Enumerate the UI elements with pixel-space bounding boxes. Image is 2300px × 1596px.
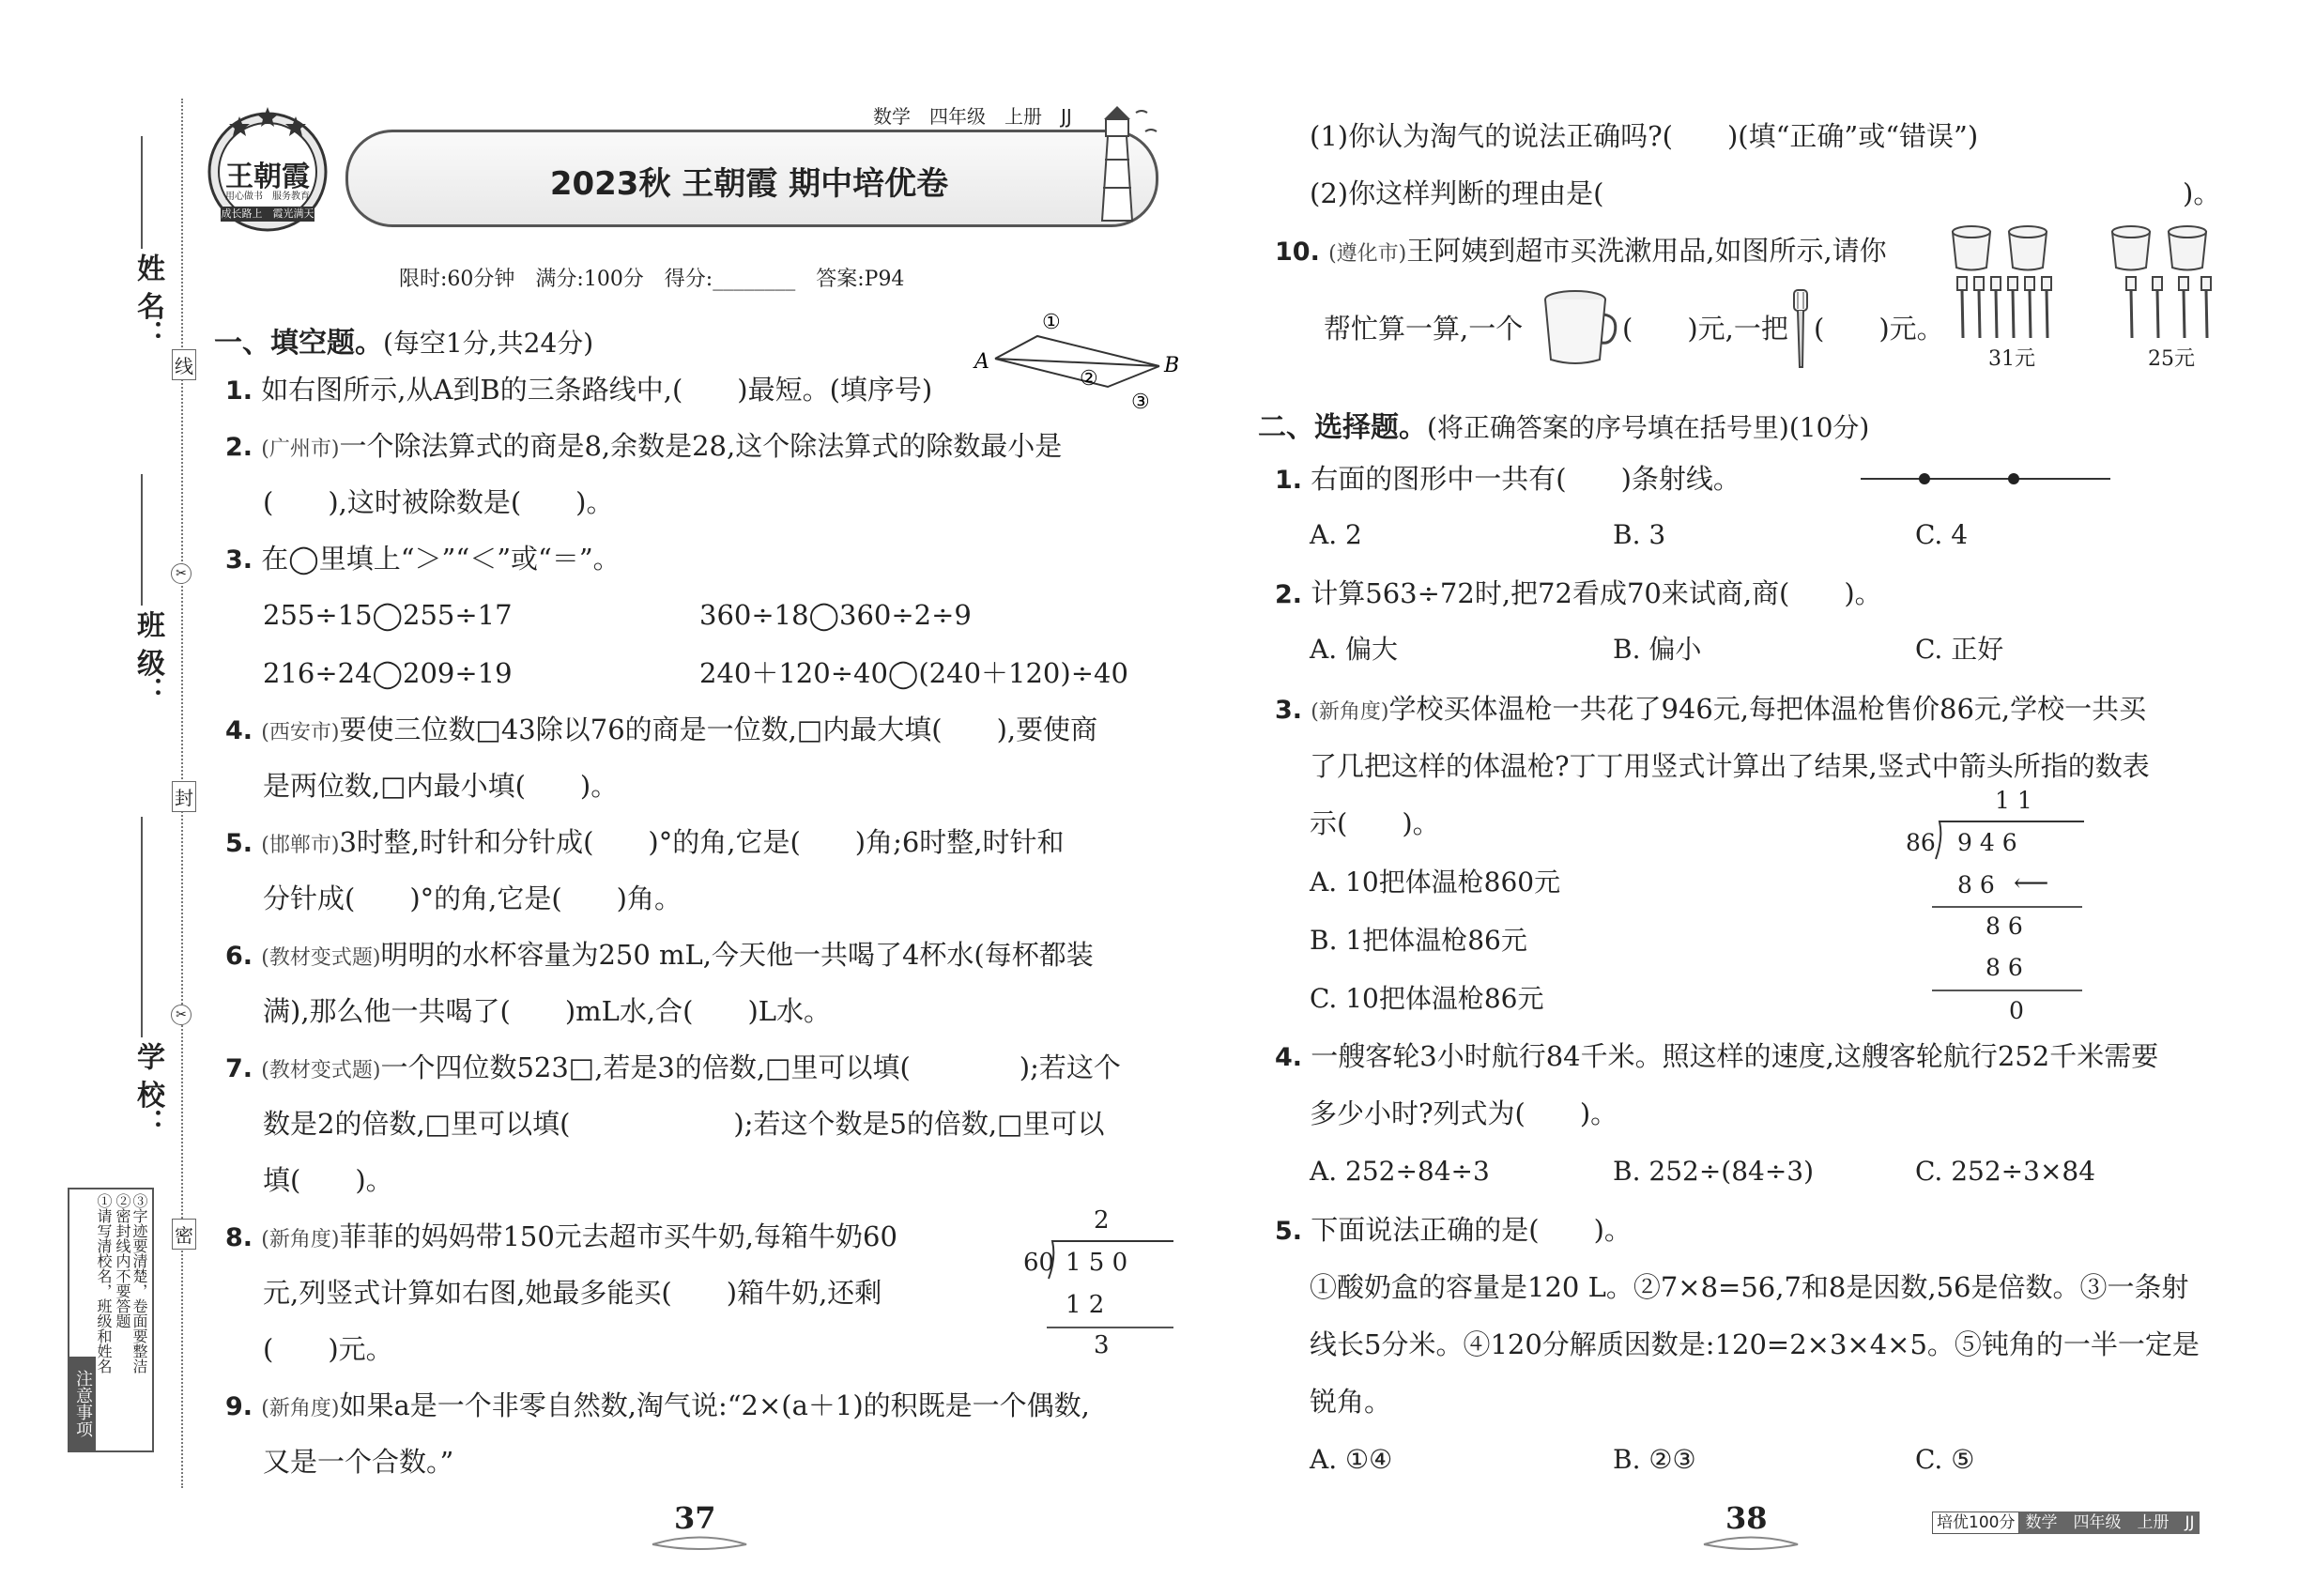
choice-4-line2: 多少小时?列式为( )。 (1310, 1097, 1618, 1129)
question-7-line2: 数是2的倍数,□里可以填( );若这个数是5的倍数,□里可以 (263, 1108, 1105, 1140)
question-8-line2: 元,列竖式计算如右图,她最多能买( )箱牛奶,还剩 (263, 1277, 882, 1309)
logo (202, 101, 333, 233)
long-division-c3 (1906, 787, 2084, 1031)
price-label-2: 25元 (2148, 347, 2195, 371)
question-8-line3: ( )元。 (263, 1333, 393, 1365)
note-3: ③字迹要清楚，卷面要整洁 (130, 1193, 148, 1373)
choice-3-c: C. 10把体温枪86元 (1310, 983, 1544, 1014)
footer-badge (1932, 1512, 2200, 1534)
choice-4-a: A. 252÷84÷3 (1310, 1156, 1490, 1187)
divisor: 86 (1906, 829, 1936, 856)
question-1: 1. 如右图所示,从A到B的三条路线中,( )最短。(填序号) (225, 374, 933, 406)
seal-mark-mi: 密 (172, 1219, 196, 1250)
note-1: ①请写清校名，班级和姓名 (95, 1193, 113, 1373)
question-10-line2c: ( )元。 (1814, 313, 1944, 345)
question-9-sub2: (2)你这样判断的理由是( (1310, 177, 1604, 209)
product: 1 2 (1066, 1291, 1105, 1319)
page-ornament-icon (648, 1535, 751, 1554)
footer-badge-info: 数学 四年级 上册 JJ (2019, 1512, 2200, 1534)
route-3-label: ③ (1131, 391, 1150, 414)
choice-3-b: B. 1把体温枪86元 (1310, 925, 1527, 956)
choice-4-c: C. 252÷3×84 (1915, 1156, 2096, 1187)
page-number-38: 38 (1725, 1500, 1768, 1536)
page-number-37: 37 (674, 1500, 716, 1536)
page-ornament-icon (1699, 1535, 1802, 1554)
scissors-icon: ✂ (171, 563, 192, 584)
choice-4-b: B. 252÷(84÷3) (1613, 1156, 1815, 1187)
name-label: 姓 名： (131, 253, 164, 348)
product-1: 8 6 (1957, 871, 1995, 898)
title-brand: 王朝霞 (682, 165, 778, 203)
subject-info: 数学 四年级 上册 JJ (873, 105, 1072, 128)
choice-1-a: A. 2 (1310, 519, 1362, 550)
choice-5-line2: ①酸奶盒的容量是120 L。②7×8=56,7和8是因数,56是倍数。③一条射 (1310, 1271, 2189, 1303)
notes-box (68, 1188, 154, 1452)
point-b-label: B (1164, 354, 1180, 377)
exam-meta: 限时:60分钟 满分:100分 得分:________ 答案:P94 (399, 268, 905, 291)
page-title: 2023秋 王朝霞 期中培优卷 (549, 165, 949, 203)
choice-3-a: A. 10把体温枪860元 (1310, 867, 1561, 898)
remainder: 3 (1094, 1331, 1110, 1359)
product-set-1-icon (1948, 221, 2070, 343)
choice-3-line1: 3. (新角度)学校买体温枪一共花了946元,每把体温枪售价86元,学校一共买 (1275, 693, 2147, 725)
lighthouse-icon (1080, 99, 1164, 230)
long-division-8 (1014, 1206, 1173, 1366)
notes-title: 注意事项 (69, 1357, 96, 1450)
question-3d: 240＋120÷40◯(240＋120)÷40 (699, 657, 1128, 689)
question-9-line2: 又是一个合数。” (263, 1446, 454, 1478)
note-2: ②密封线内不要答题 (114, 1193, 131, 1328)
choice-1-c: C. 4 (1915, 519, 1969, 550)
route-1-label: ① (1042, 311, 1061, 334)
cup-icon (1540, 286, 1619, 366)
question-5-line2: 分针成( )°的角,它是( )角。 (263, 882, 682, 914)
question-10-line2b: ( )元,一把 (1622, 313, 1788, 345)
logo-text: 王朝霞 (225, 161, 310, 193)
route-2-label: ② (1080, 367, 1098, 391)
question-6-line1: 6. (教材变式题)明明的水杯容量为250 mL,今天他一共喝了4杯水(每杯都装 (225, 939, 1094, 971)
choice-1-b: B. 3 (1613, 519, 1666, 550)
divisor: 60 (1023, 1249, 1055, 1277)
route-diagram (967, 310, 1183, 422)
choice-1: 1. 右面的图形中一共有( )条射线。 (1275, 463, 1740, 495)
seal-mark-xian: 线 (172, 349, 196, 380)
choice-5-b: B. ②③ (1613, 1444, 1696, 1475)
choice-5-a: A. ①④ (1310, 1444, 1393, 1475)
point-a-label: A (974, 350, 989, 374)
question-9-sub1: (1)你认为淘气的说法正确吗?( )(填“正确”或“错误”) (1310, 120, 1979, 152)
choice-5-line4: 锐角。 (1310, 1386, 1392, 1418)
school-label: 学 校： (131, 1042, 164, 1137)
question-3c: 216÷24◯209÷19 (263, 657, 513, 689)
choice-5-line1: 5. 下面说法正确的是( )。 (1275, 1214, 1632, 1246)
seal-mark-feng: 封 (172, 781, 196, 812)
question-10-line1: 10. (遵化市)王阿姨到超市买洗漱用品,如图所示,请你 (1275, 235, 1887, 267)
choice-3-line3: 示( )。 (1310, 807, 1440, 839)
question-7-line3: 填( )。 (263, 1164, 393, 1196)
class-label: 班 级： (131, 610, 164, 705)
quotient: 1 1 (1995, 787, 2032, 814)
arrow-icon: ⟵ (2014, 869, 2049, 898)
question-10-line2a: 帮忙算一算,一个 (1324, 313, 1524, 345)
dividend: 9 4 6 (1957, 829, 2017, 856)
toothbrush-icon (1788, 286, 1813, 371)
logo-top-text: 用心做书 服务教育 (225, 192, 310, 202)
question-4-line1: 4. (西安市)要使三位数□43除以76的商是一位数,□内最大填( ),要使商 (225, 714, 1098, 745)
question-3-line1: 3. 在◯里填上“＞”“＜”或“＝”。 (225, 543, 621, 575)
price-label-1: 31元 (1988, 347, 2035, 371)
choice-5-line3: 线长5分米。④120分解质因数是:120=2×3×4×5。⑤钝角的一半一定是 (1310, 1328, 2200, 1360)
remainder-1: 8 6 (1986, 913, 2023, 940)
choice-2-a: A. 偏大 (1310, 634, 1399, 665)
quotient: 2 (1094, 1206, 1110, 1235)
choice-2-b: B. 偏小 (1613, 634, 1702, 665)
question-2-line2: ( ),这时被除数是( )。 (263, 486, 614, 518)
remainder: 0 (2009, 997, 2024, 1024)
footer-badge-brand: 培优100分 (1932, 1512, 2019, 1534)
question-9-sub2-end: )。 (2183, 177, 2221, 209)
question-4-line2: 是两位数,□内最小填( )。 (263, 770, 619, 802)
product-2: 8 6 (1986, 954, 2023, 981)
choice-4-line1: 4. 一艘客轮3小时航行84千米。照这样的速度,这艘客轮航行252千米需要 (1275, 1040, 2159, 1072)
question-9-line1: 9. (新角度)如果a是一个非零自然数,淘气说:“2×(a＋1)的积既是一个偶数, (225, 1389, 1090, 1421)
choice-2-c: C. 正好 (1915, 634, 2004, 665)
question-5-line1: 5. (邯郸市)3时整,时针和分针成( )°的角,它是( )角;6时整,时针和 (225, 826, 1065, 858)
question-6-line2: 满),那么他一共喝了( )mL水,合( )L水。 (263, 995, 832, 1027)
logo-subtext: 成长路上 霞光满天 (221, 207, 314, 220)
choice-5-c: C. ⑤ (1915, 1444, 1975, 1475)
dividend: 1 5 0 (1066, 1249, 1128, 1277)
school-line (141, 817, 143, 1037)
class-line (141, 474, 143, 606)
question-3a: 255÷15◯255÷17 (263, 599, 513, 631)
scissors-icon: ✂ (171, 1005, 192, 1025)
ray-figure (1859, 465, 2112, 493)
question-3b: 360÷18◯360÷2÷9 (699, 599, 972, 631)
question-2-line1: 2. (广州市)一个除法算式的商是8,余数是28,这个除法算式的除数最小是 (225, 430, 1063, 462)
section-1-heading: 一、填空题。(每空1分,共24分) (214, 327, 594, 360)
section-2-heading: 二、选择题。(将正确答案的序号填在括号里)(10分) (1258, 411, 1870, 444)
name-line (141, 136, 143, 249)
question-8-line1: 8. (新角度)菲菲的妈妈带150元去超市买牛奶,每箱牛奶60 (225, 1220, 897, 1252)
question-7-line1: 7. (教材变式题)一个四位数523□,若是3的倍数,□里可以填( );若这个 (225, 1051, 1121, 1083)
product-set-2-icon (2108, 221, 2230, 343)
choice-3-line2: 了几把这样的体温枪?丁丁用竖式计算出了结果,竖式中箭头所指的数表 (1310, 750, 2150, 782)
choice-2: 2. 计算563÷72时,把72看成70来试商,商( )。 (1275, 577, 1882, 609)
